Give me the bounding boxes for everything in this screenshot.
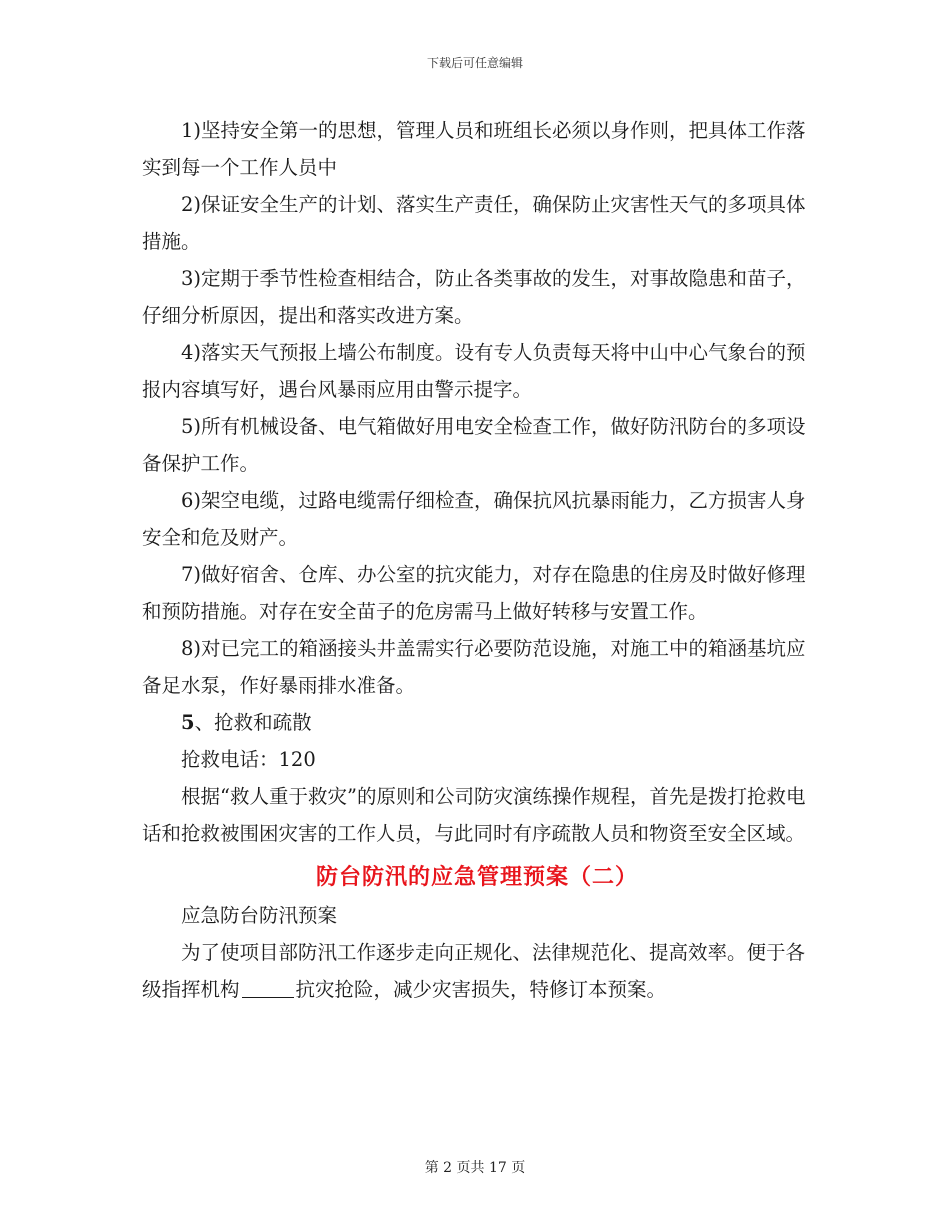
list-item: 1)坚持安全第一的思想，管理人员和班组长必须以身作则，把具体工作落实到每一个工作人员中 (142, 119, 806, 179)
list-item: 6)架空电缆，过路电缆需仔细检查，确保抗风抗暴雨能力，乙方损害人身安全和危及财产。 (142, 489, 806, 549)
section-heading (142, 704, 812, 741)
section-heading-text: 、抢救和疏散 (194, 711, 312, 734)
list-item: 7)做好宿舍、仓库、办公室的抗灾能力，对存在隐患的住房及时做好修理和预防措施。对存在安全苗子的危房需马上做好转移与安置工作。 (142, 563, 806, 623)
section-body: 根据“救人重于救灾”的原则和公司防灾演练操作规程，首先是拨打抢救电话和抢救被围困灾害的工作人员，与此同时有序疏散人员和物资至安全区域。 (142, 785, 806, 845)
emergency-phone: 抢救电话：120 (181, 748, 316, 771)
list-item: 3)定期于季节性检查相结合，防止各类事故的发生，对事故隐患和苗子，仔细分析原因，提出和落实改进方案。 (142, 267, 806, 327)
page-title: 防台防汛的应急管理预案（二） (315, 864, 638, 890)
list-item: 5)所有机械设备、电气箱做好用电安全检查工作，做好防汛防台的多项设备保护工作。 (142, 415, 806, 475)
list-item: 4)落实天气预报上墙公布制度。设有专人负责每天将中山中心气象台的预报内容填写好，遇台风暴雨应用由警示提字。 (142, 341, 806, 401)
list-item: 8)对已完工的箱涵接头井盖需实行必要防范设施，对施工中的箱涵基坑应备足水泵，作好暴雨排水准备。 (142, 637, 806, 697)
list-item: 2)保证安全生产的计划、落实生产责任，确保防止灾害性天气的多项具体措施。 (142, 193, 806, 253)
page-footer: 第 2 页共 17 页 (424, 1160, 526, 1176)
fill-in-blank (242, 978, 294, 999)
intro-text-before: 为了使项目部防汛工作逐步走向正规化、法律规范化、提高效率。便于各级指挥机构 (142, 941, 806, 1001)
document-body (142, 112, 812, 1008)
intro-paragraph (142, 934, 812, 1008)
subtitle: 应急防台防汛预案 (181, 904, 338, 927)
page-header: 下载后可任意编辑 (426, 56, 523, 70)
intro-text-after: 抗灾抢险，减少灾害损失，特修订本预案。 (295, 978, 667, 1001)
section-number: 5 (181, 711, 195, 734)
